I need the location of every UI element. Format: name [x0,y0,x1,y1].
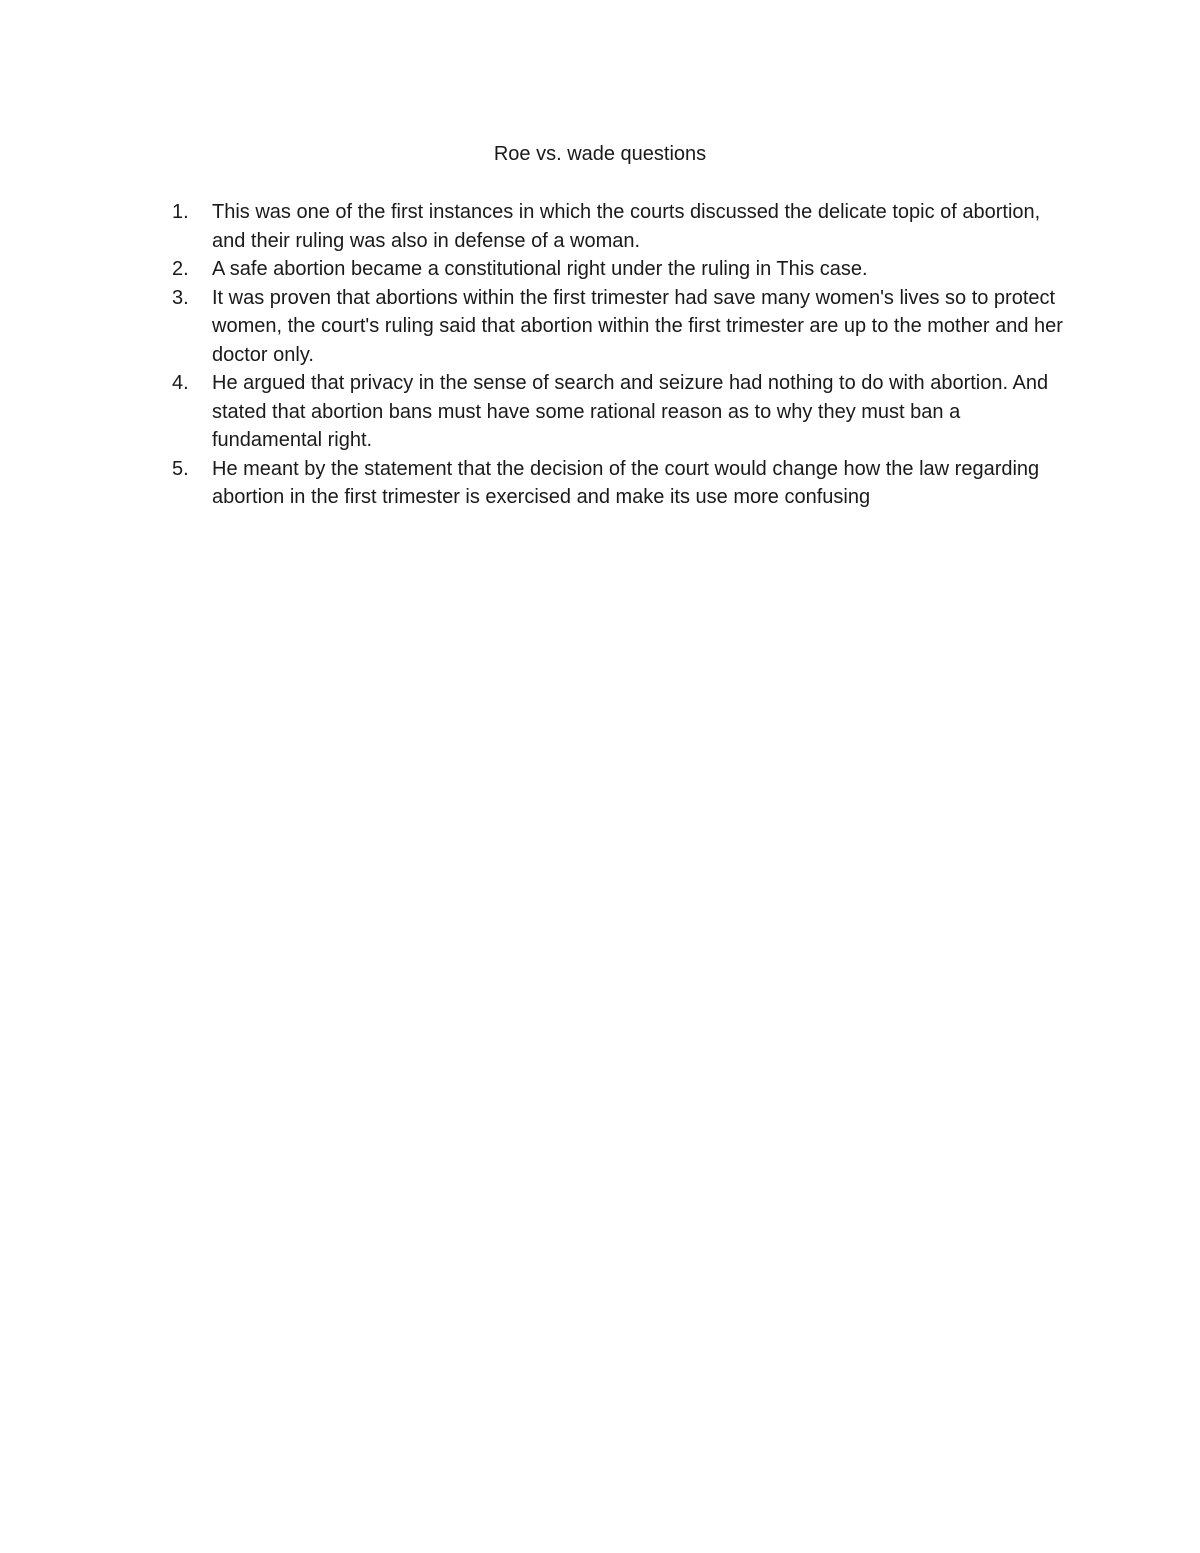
list-item [172,198,1072,255]
answer-list [172,198,1072,512]
document-title: Roe vs. wade questions [493,143,707,165]
list-item-number: 3. [172,286,189,309]
list-item-text: He meant by the statement that the decision of the court would change how the law regarding abortion in the first trimester is exercised and make its use more confusing [212,457,1040,508]
list-item-number: 2. [172,258,189,280]
list-item-number: 5. [172,457,189,480]
list-item-text: He argued that privacy in the sense of search and seizure had nothing to do with abortion. And stated that abortion bans must have some rational reason as to why they must ban a fundamental right. [212,372,1049,451]
list-item [172,369,1072,455]
list-item-number: 4. [172,372,189,394]
list-item [172,255,1072,284]
list-item-text: A safe abortion became a constitutional right under the ruling in This case. [212,258,868,280]
list-item-text: It was proven that abortions within the first trimester had save many women's lives so to protect women, the court's ruling said that abortion within the first trimester are up to the mother and her doctor only. [212,286,1063,366]
list-item-text: This was one of the first instances in which the courts discussed the delicate topic of abortion, and their ruling was also in defense of a woman. [212,201,1041,252]
list-item-number: 1. [172,201,189,223]
list-item [172,284,1072,370]
list-item [172,455,1072,512]
